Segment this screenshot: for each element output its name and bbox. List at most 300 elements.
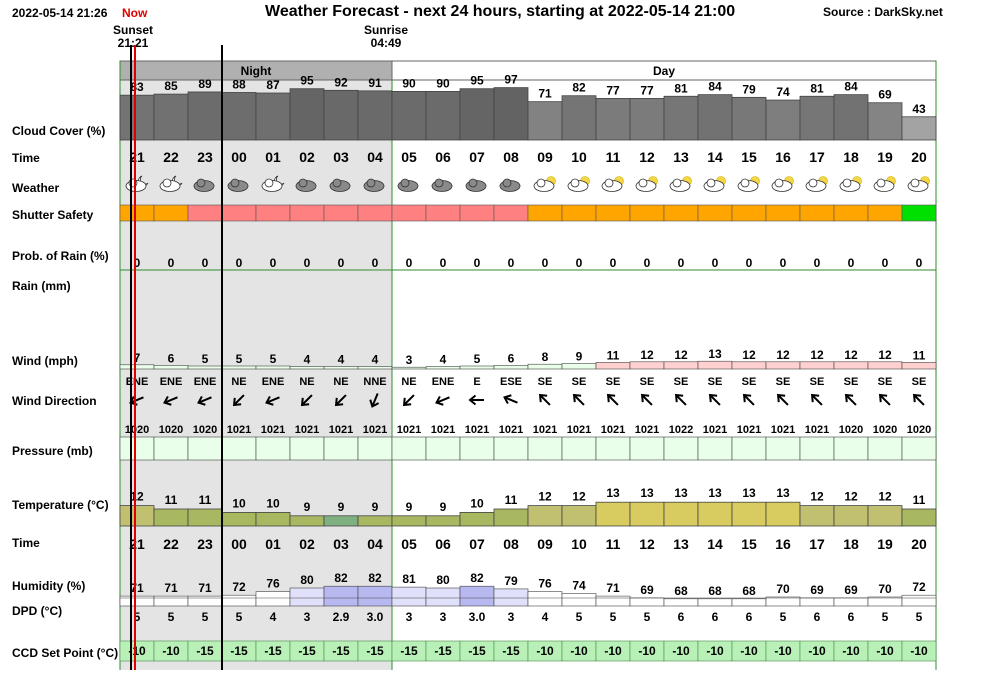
humidity-bar: [834, 598, 868, 606]
humidity-value: 71: [164, 581, 178, 596]
pressure-value: 1020: [158, 424, 184, 436]
cloud-puff-icon: [911, 179, 919, 187]
cloud-puff-icon: [333, 179, 341, 187]
pressure-value: 1021: [600, 424, 626, 436]
time-label-bottom: 17: [809, 536, 825, 552]
cloud-bar: [154, 94, 188, 140]
cloud-value: 85: [164, 79, 178, 94]
wind-bar: [120, 365, 154, 369]
pressure-cell: [868, 437, 902, 460]
humidity-value: 68: [708, 583, 722, 598]
wind-arrow-icon: [537, 392, 553, 408]
wind-bar: [562, 364, 596, 369]
rain-probability-value: 0: [643, 256, 651, 270]
partly-cloudy-day-icon: [670, 177, 692, 192]
pressure-cell: [460, 437, 494, 460]
now-label: Now: [122, 6, 148, 20]
dpd-value: 3: [405, 610, 413, 624]
humidity-bar: [324, 586, 358, 606]
ccd-value: -15: [400, 644, 418, 658]
cloud-value: 69: [878, 87, 892, 102]
wind-value: 12: [878, 347, 892, 362]
rain-probability-value: 0: [813, 256, 821, 270]
temperature-value: 11: [164, 493, 178, 507]
shutter-cell-unsafe: [256, 205, 290, 221]
humidity-bar: [222, 595, 256, 606]
temperature-bar: [256, 512, 290, 526]
cloud-puff-icon: [639, 179, 647, 187]
ccd-value: -10: [672, 644, 690, 658]
cloud-bar: [868, 103, 902, 140]
wind-bar: [528, 364, 562, 369]
partly-cloudy-day-icon: [602, 177, 624, 192]
rain-probability-value: 0: [269, 256, 277, 270]
cloud-value: 97: [504, 72, 518, 87]
wind-arrow-icon: [809, 392, 825, 408]
wind-bar: [902, 362, 936, 369]
wind-direction-label: SE: [809, 376, 825, 388]
cloudy-icon: [466, 179, 486, 192]
humidity-bar: [698, 599, 732, 606]
wind-bar: [290, 367, 324, 369]
time-label-bottom: 21: [129, 536, 145, 552]
dpd-value: 4: [541, 610, 549, 624]
cloud-puff-icon: [605, 179, 613, 187]
time-label-bottom: 10: [571, 536, 587, 552]
temperature-bar: [732, 502, 766, 526]
arrow-shaft-icon: [745, 396, 754, 405]
wind-arrow-icon: [401, 392, 417, 408]
pressure-value: 1021: [362, 424, 388, 436]
arrow-shaft-icon: [881, 396, 890, 405]
cloud-value: 83: [130, 80, 144, 95]
time-label-bottom: 00: [231, 536, 247, 552]
shutter-cell-unsafe: [188, 205, 222, 221]
cloud-bar: [732, 97, 766, 140]
humidity-value: 71: [198, 581, 212, 596]
humidity-value: 82: [470, 571, 484, 586]
shutter-cell-unsafe: [358, 205, 392, 221]
sunrise-label: Sunrise: [363, 23, 408, 37]
cloud-puff-icon: [231, 179, 239, 187]
partly-cloudy-day-icon: [568, 177, 590, 192]
arrow-shaft-icon: [677, 396, 686, 405]
temperature-bar: [392, 516, 426, 526]
dpd-value: 3: [303, 610, 311, 624]
pressure-value: 1021: [260, 424, 286, 436]
wind-direction-label: ENE: [125, 376, 149, 388]
temperature-value: 12: [130, 489, 144, 504]
temperature-value: 12: [844, 489, 858, 504]
pressure-value: 1021: [770, 424, 796, 436]
humidity-bar: [528, 592, 562, 606]
humidity-value: 80: [300, 573, 314, 587]
cloud-puff-icon: [435, 179, 443, 187]
temperature-bar: [902, 509, 936, 526]
wind-arrow-icon: [843, 392, 859, 408]
humidity-value: 70: [878, 582, 892, 596]
rain-probability-value: 0: [473, 256, 481, 270]
wind-value: 5: [269, 352, 277, 366]
wind-bar: [460, 366, 494, 369]
temperature-value: 13: [776, 486, 790, 501]
rain-probability-value: 0: [235, 256, 243, 270]
humidity-bar: [766, 597, 800, 606]
row-label-humidity: Humidity (%): [12, 579, 86, 593]
wind-bar: [154, 365, 188, 369]
rain-probability-value: 0: [439, 256, 447, 270]
humidity-bar: [256, 592, 290, 606]
time-label: 02: [299, 149, 315, 165]
time-label: 01: [265, 149, 281, 165]
rain-probability-value: 0: [847, 256, 855, 270]
time-label: 00: [231, 149, 247, 165]
temperature-bar: [800, 506, 834, 526]
wind-direction-label: NE: [401, 376, 417, 388]
humidity-value: 69: [844, 582, 858, 597]
shutter-cell-caution: [528, 205, 562, 221]
cloud-puff-icon: [469, 179, 477, 187]
pressure-value: 1021: [430, 424, 456, 436]
cloud-value: 95: [470, 73, 484, 88]
partly-cloudy-day-icon: [534, 177, 556, 192]
temperature-value: 12: [572, 489, 586, 504]
shutter-cell-unsafe: [426, 205, 460, 221]
ccd-value: -10: [162, 644, 180, 658]
cloud-puff-icon: [197, 179, 205, 187]
wind-bar: [732, 362, 766, 369]
wind-arrow-icon: [435, 393, 451, 407]
cloud-value: 82: [572, 80, 586, 95]
dpd-value: 5: [643, 610, 651, 624]
dpd-value: 6: [745, 610, 753, 624]
wind-bar: [834, 362, 868, 369]
wind-value: 4: [303, 352, 311, 367]
humidity-value: 81: [402, 572, 416, 587]
pressure-value: 1021: [226, 424, 252, 436]
ccd-value: -15: [196, 644, 214, 658]
humidity-bar: [800, 598, 834, 606]
wind-arrow-icon: [571, 392, 587, 408]
wind-value: 5: [473, 352, 481, 366]
shutter-cell-caution: [834, 205, 868, 221]
wind-bar: [256, 366, 290, 369]
cloud-puff-icon: [809, 179, 817, 187]
wind-direction-label: NNE: [363, 376, 387, 388]
humidity-bar: [154, 596, 188, 606]
temperature-value: 11: [198, 493, 212, 507]
wind-value: 12: [776, 347, 790, 362]
time-label-bottom: 22: [163, 536, 179, 552]
humidity-value: 79: [504, 573, 518, 588]
wind-value: 11: [912, 348, 926, 363]
wind-value: 5: [235, 352, 243, 366]
partly-cloudy-day-icon: [772, 177, 794, 192]
time-label-bottom: 04: [367, 536, 383, 552]
arrow-shaft-icon: [847, 396, 856, 405]
time-label: 07: [469, 149, 485, 165]
arrow-shaft-icon: [915, 396, 924, 405]
pressure-cell: [290, 437, 324, 460]
rain-probability-value: 0: [167, 256, 175, 270]
cloud-bar: [562, 96, 596, 140]
temperature-value: 13: [640, 486, 654, 501]
temperature-bar: [562, 506, 596, 526]
pressure-cell: [222, 437, 256, 460]
wind-arrow-icon: [775, 392, 791, 408]
wind-direction-label: SE: [537, 376, 553, 388]
pressure-cell: [188, 437, 222, 460]
time-label-bottom: 19: [877, 536, 893, 552]
shutter-cell-unsafe: [324, 205, 358, 221]
pressure-cell: [630, 437, 664, 460]
time-label: 12: [639, 149, 655, 165]
rain-probability-value: 0: [405, 256, 413, 270]
humidity-value: 69: [640, 582, 654, 597]
wind-direction-label: SE: [775, 376, 791, 388]
arrow-shaft-icon: [711, 396, 720, 405]
wind-bar: [188, 366, 222, 369]
ccd-value: -10: [638, 644, 656, 658]
dpd-value: 5: [609, 610, 617, 624]
arrow-shaft-icon: [575, 396, 584, 405]
cloud-puff-icon: [367, 179, 375, 187]
cloud-bar: [392, 91, 426, 140]
pressure-cell: [120, 437, 154, 460]
time-label-bottom: 15: [741, 536, 757, 552]
time-label-bottom: 02: [299, 536, 315, 552]
temperature-value: 9: [439, 499, 447, 514]
shutter-cell-caution: [766, 205, 800, 221]
pressure-cell: [154, 437, 188, 460]
rain-probability-value: 0: [711, 256, 719, 270]
temperature-value: 9: [371, 499, 379, 514]
pressure-cell: [766, 437, 800, 460]
cloud-bar: [630, 98, 664, 140]
temperature-value: 10: [232, 496, 246, 511]
cloud-puff-icon: [707, 179, 715, 187]
shutter-cell-unsafe: [494, 205, 528, 221]
ccd-value: -15: [230, 644, 248, 658]
cloud-bar: [664, 96, 698, 140]
wind-value: 12: [742, 347, 756, 362]
arrow-shaft-icon: [541, 396, 550, 405]
shutter-cell-unsafe: [392, 205, 426, 221]
wind-value: 4: [337, 352, 345, 367]
time-label: 20: [911, 149, 927, 165]
humidity-bar: [664, 599, 698, 606]
rain-probability-value: 0: [507, 256, 515, 270]
wind-bar: [358, 367, 392, 369]
cloud-bar: [188, 92, 222, 140]
time-label: 17: [809, 149, 825, 165]
rain-probability-value: 0: [745, 256, 753, 270]
wind-bar: [324, 367, 358, 369]
time-label: 21: [129, 149, 145, 165]
time-label-bottom: 13: [673, 536, 689, 552]
temperature-value: 11: [912, 493, 926, 507]
ccd-value: -10: [128, 644, 146, 658]
row-label-time: Time: [12, 151, 40, 165]
ccd-value: -15: [468, 644, 486, 658]
humidity-value: 76: [266, 576, 280, 591]
time-label: 14: [707, 149, 723, 165]
wind-bar: [392, 367, 426, 369]
sunset-label: Sunset: [112, 23, 153, 37]
cloud-bar: [596, 98, 630, 140]
wind-bar: [800, 362, 834, 369]
wind-direction-label: ENE: [159, 376, 183, 388]
temperature-bar: [834, 506, 868, 526]
humidity-bar: [732, 599, 766, 606]
wind-direction-label: ENE: [431, 376, 455, 388]
dpd-value: 2.9: [332, 610, 350, 624]
cloud-puff-icon: [843, 179, 851, 187]
time-label: 23: [197, 149, 213, 165]
cloud-bar: [426, 91, 460, 140]
temperature-value: 9: [405, 499, 413, 514]
ccd-value: -15: [502, 644, 520, 658]
pressure-cell: [494, 437, 528, 460]
wind-value: 11: [606, 348, 620, 363]
shutter-cell-caution: [664, 205, 698, 221]
temperature-value: 10: [266, 496, 280, 511]
arrow-shaft-icon: [405, 395, 414, 404]
humidity-value: 68: [674, 583, 688, 598]
pressure-cell: [256, 437, 290, 460]
humidity-value: 72: [912, 580, 926, 595]
cloud-bar: [902, 117, 936, 140]
wind-direction-label: SE: [843, 376, 859, 388]
temperature-bar: [630, 502, 664, 526]
temperature-bar: [528, 506, 562, 526]
ccd-value: -15: [366, 644, 384, 658]
wind-value: 6: [507, 351, 515, 366]
shutter-cell-caution: [732, 205, 766, 221]
wind-direction-label: SE: [741, 376, 757, 388]
wind-bar: [222, 366, 256, 369]
temperature-value: 13: [606, 486, 620, 501]
time-label: 15: [741, 149, 757, 165]
pressure-value: 1020: [124, 424, 150, 436]
pressure-value: 1021: [566, 424, 592, 436]
wind-direction-label: SE: [673, 376, 689, 388]
humidity-value: 82: [368, 571, 382, 586]
wind-direction-label: SE: [707, 376, 723, 388]
wind-value: 4: [439, 352, 447, 367]
pressure-value: 1020: [906, 424, 932, 436]
wind-arrow-icon: [470, 396, 484, 405]
cloud-value: 81: [810, 81, 824, 96]
row-label-time-bottom: Time: [12, 536, 40, 550]
time-label-bottom: 01: [265, 536, 281, 552]
pressure-value: 1021: [396, 424, 422, 436]
cloud-bar: [290, 89, 324, 140]
rain-probability-value: 0: [609, 256, 617, 270]
forecast-timestamp: 2022-05-14 21:26: [12, 6, 108, 20]
time-label-bottom: 20: [911, 536, 927, 552]
wind-arrow-icon: [605, 392, 621, 408]
pressure-value: 1021: [294, 424, 320, 436]
ccd-value: -10: [910, 644, 928, 658]
rain-probability-value: 0: [779, 256, 787, 270]
partly-cloudy-day-icon: [908, 177, 930, 192]
temperature-bar: [120, 506, 154, 526]
row-label-ccd-set-point: CCD Set Point (°C): [12, 646, 119, 660]
rain-probability-value: 0: [881, 256, 889, 270]
time-label-bottom: 16: [775, 536, 791, 552]
partly-cloudy-day-icon: [636, 177, 658, 192]
time-label: 13: [673, 149, 689, 165]
time-label-bottom: 03: [333, 536, 349, 552]
wind-bar: [494, 365, 528, 369]
cloud-bar: [528, 102, 562, 140]
wind-direction-label: ENE: [193, 376, 217, 388]
cloud-puff-icon: [537, 179, 545, 187]
pressure-value: 1021: [736, 424, 762, 436]
cloud-value: 95: [300, 73, 314, 88]
humidity-bar: [494, 589, 528, 606]
wind-direction-label: E: [473, 376, 481, 388]
dpd-value: 5: [881, 610, 889, 624]
cloud-value: 77: [606, 83, 620, 98]
time-label: 06: [435, 149, 451, 165]
ccd-value: -10: [808, 644, 826, 658]
wind-value: 12: [844, 347, 858, 362]
temperature-value: 12: [538, 489, 552, 504]
wind-bar: [664, 362, 698, 369]
shutter-cell-caution: [120, 205, 154, 221]
pressure-cell: [800, 437, 834, 460]
wind-arrow-icon: [741, 392, 757, 408]
time-label: 16: [775, 149, 791, 165]
cloud-value: 81: [674, 81, 688, 96]
wind-direction-label: NE: [299, 376, 315, 388]
wind-value: 6: [167, 351, 175, 366]
partly-cloudy-day-icon: [704, 177, 726, 192]
cloud-puff-icon: [571, 179, 579, 187]
shutter-cell-caution: [868, 205, 902, 221]
cloud-bar: [256, 93, 290, 140]
shutter-cell-unsafe: [460, 205, 494, 221]
dpd-value: 6: [847, 610, 855, 624]
cloud-bar: [324, 90, 358, 140]
temperature-bar: [596, 502, 630, 526]
cloud-value: 77: [640, 83, 654, 98]
temperature-bar: [494, 509, 528, 526]
cloud-value: 90: [402, 76, 416, 91]
temperature-value: 13: [742, 486, 756, 501]
wind-direction-label: SE: [571, 376, 587, 388]
ccd-value: -10: [740, 644, 758, 658]
cloudy-icon: [432, 179, 452, 192]
row-label-rain: Rain (mm): [12, 279, 71, 293]
pressure-cell: [324, 437, 358, 460]
shutter-cell-safe: [902, 205, 936, 221]
cloud-bar: [120, 95, 154, 140]
humidity-value: 69: [810, 582, 824, 597]
pressure-value: 1021: [804, 424, 830, 436]
time-label-bottom: 06: [435, 536, 451, 552]
ccd-value: -15: [264, 644, 282, 658]
wind-bar: [868, 362, 902, 369]
rain-probability-value: 0: [677, 256, 685, 270]
wind-bar: [596, 362, 630, 369]
wind-value: 7: [133, 350, 141, 365]
temperature-bar: [664, 502, 698, 526]
pressure-cell: [562, 437, 596, 460]
dpd-value: 6: [813, 610, 821, 624]
